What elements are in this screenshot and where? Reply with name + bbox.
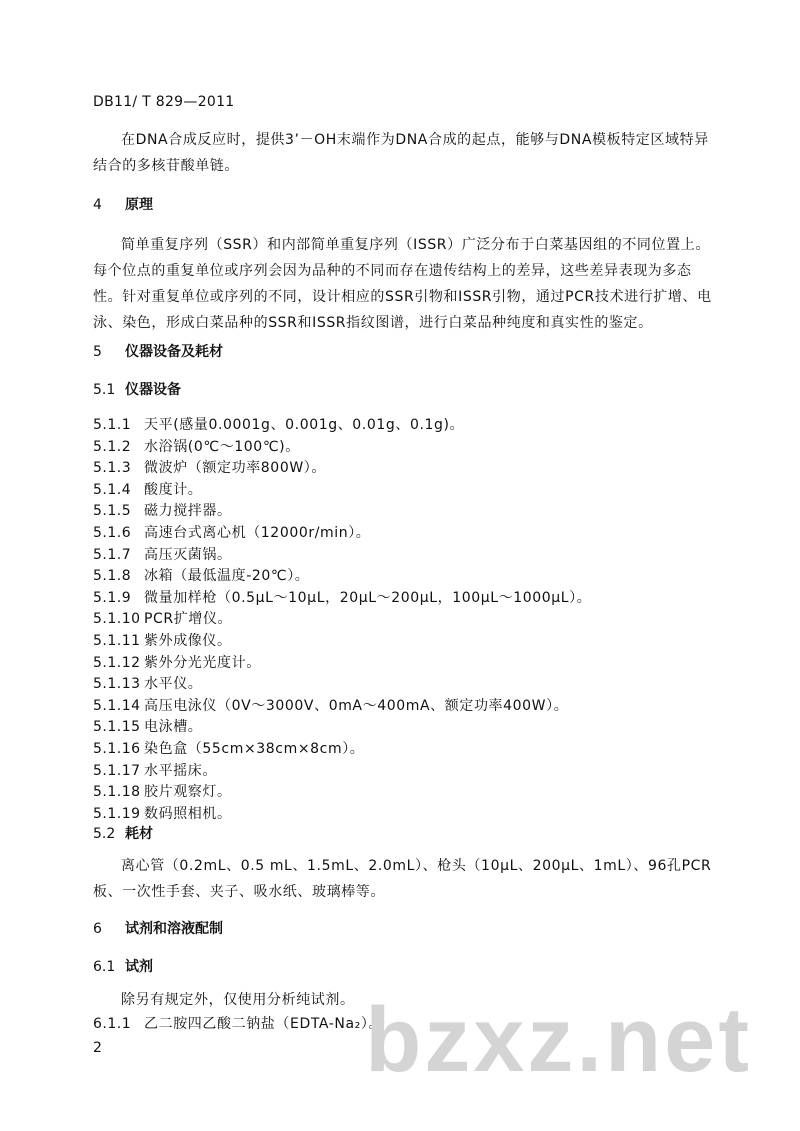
item-number: 5.1.17	[93, 762, 141, 779]
section-number: 6	[93, 921, 102, 937]
list-item	[93, 544, 232, 564]
subsection-number: 5.2	[93, 826, 116, 842]
section-5-2-heading	[93, 823, 153, 843]
subsection-number: 6.1	[93, 959, 116, 975]
section-6-heading	[93, 918, 223, 938]
item-text: 微波炉（额定功率800W）。	[144, 460, 326, 477]
list-item	[93, 522, 370, 542]
item-number: 5.1.6	[93, 525, 132, 541]
item-number: 5.1.10	[93, 611, 141, 628]
section-title: 试剂和溶液配制	[125, 921, 223, 937]
item-number: 5.1.7	[93, 546, 132, 563]
item-number: 6.1.1	[93, 1016, 132, 1032]
subsection-title: 仪器设备	[125, 382, 181, 398]
item-number: 5.1.5	[93, 503, 132, 520]
item-number: 5.1.4	[93, 481, 132, 498]
item-number: 5.1.15	[93, 719, 141, 736]
section-5-heading	[93, 341, 223, 361]
section-4-paragraph: 简单重复序列（SSR）和内部简单重复序列（ISSR）广泛分布于白菜基因组的不同位置上。每个位点的重复单位或序列会因为品种的不同而存在遗传结构上的差异，这些差异表现为多态性。针对重复单位或序列的不同，设计相应的SSR引物和ISSR引物，通过PCR技术进行扩增、电泳、染色，形成白菜品种的SSR和ISSR指纹图谱，进行白菜品种纯度和真实性的鉴定。	[93, 237, 712, 331]
section-number: 4	[93, 197, 102, 213]
section-5-2-paragraph: 离心管（0.2mL、0.5 mL、1.5mL、2.0mL）、枪头（10μL、200μL、1mL）、96孔PCR板、一次性手套、夹子、吸水纸、玻璃棒等。	[93, 858, 712, 900]
item-text: 紫外成像仪。	[144, 633, 232, 649]
page-number: 2	[93, 1040, 102, 1056]
list-item	[93, 781, 232, 801]
item-number: 5.1.2	[93, 438, 132, 455]
item-text: 天平(感量0.0001g、0.001g、0.01g、0.1g)。	[144, 417, 465, 433]
list-item	[93, 630, 232, 650]
item-text: 冰箱（最低温度-20℃）。	[144, 568, 310, 585]
watermark-logo: bzxz.net	[365, 989, 752, 1091]
item-number: 5.1.16	[93, 741, 141, 757]
item-number: 5.1.18	[93, 784, 141, 801]
list-item	[93, 673, 202, 693]
section-title: 原理	[125, 197, 153, 213]
item-number: 5.1.1	[93, 417, 132, 433]
list-item	[93, 652, 261, 672]
item-text: 磁力搅拌器。	[144, 503, 232, 520]
item-text: 水浴锅(0℃～100℃)。	[144, 438, 300, 455]
list-item	[93, 695, 568, 715]
subsection-title: 试剂	[125, 959, 153, 975]
list-item	[93, 760, 217, 780]
list-item	[93, 587, 591, 607]
item-text: 紫外分光光度计。	[144, 654, 261, 671]
list-item	[93, 803, 232, 823]
intro-paragraph: 在DNA合成反应时，提供3’－OH末端作为DNA合成的起点，能够与DNA模板特定区域特异结合的多核苷酸单链。	[93, 132, 709, 174]
item-number: 5.1.13	[93, 676, 141, 693]
list-item	[93, 716, 202, 736]
list-item	[93, 500, 232, 520]
item-number: 5.1.9	[93, 589, 132, 606]
subsection-number: 5.1	[93, 382, 116, 398]
item-text: 水平仪。	[144, 676, 203, 693]
item-text: PCR扩增仪。	[144, 611, 233, 628]
item-text: 水平摇床。	[144, 762, 217, 779]
list-item	[93, 414, 464, 434]
item-number: 5.1.3	[93, 460, 132, 477]
subsection-title: 耗材	[125, 826, 153, 842]
item-text: 高压电泳仪（0V～3000V、0mA～400mA、额定功率400W）。	[144, 697, 569, 714]
section-6-1-paragraph: 除另有规定外，仅使用分析纯试剂。	[121, 992, 355, 1008]
list-item	[93, 457, 326, 477]
section-title: 仪器设备及耗材	[125, 344, 223, 360]
standard-code: DB11/ T 829—2011	[93, 94, 235, 110]
section-5-1-heading	[93, 379, 181, 399]
section-4-heading	[93, 194, 153, 214]
item-text: 高压灭菌锅。	[144, 546, 232, 563]
item-number: 5.1.8	[93, 568, 132, 585]
item-text: 微量加样枪（0.5μL～10μL，20μL～200μL，100μL～1000μL）。	[144, 589, 592, 606]
item-number: 5.1.12	[93, 654, 141, 671]
section-6-1-heading	[93, 956, 153, 976]
list-item	[93, 565, 309, 585]
item-number: 5.1.19	[93, 805, 141, 822]
list-item	[93, 1013, 383, 1033]
list-item	[93, 608, 232, 628]
item-text: 高速台式离心机（12000r/min）。	[144, 525, 371, 541]
list-item	[93, 479, 202, 499]
item-text: 染色盒（55cm×38cm×8cm）。	[144, 741, 365, 757]
item-text: 酸度计。	[144, 481, 203, 498]
item-number: 5.1.14	[93, 697, 141, 714]
list-item	[93, 738, 364, 758]
item-text: 电泳槽。	[144, 719, 203, 736]
item-number: 5.1.11	[93, 633, 141, 649]
item-text: 胶片观察灯。	[144, 784, 232, 801]
section-number: 5	[93, 344, 102, 360]
list-item	[93, 436, 300, 456]
item-text: 数码照相机。	[144, 805, 232, 822]
item-text: 乙二胺四乙酸二钠盐（EDTA-Na₂）。	[144, 1016, 384, 1032]
